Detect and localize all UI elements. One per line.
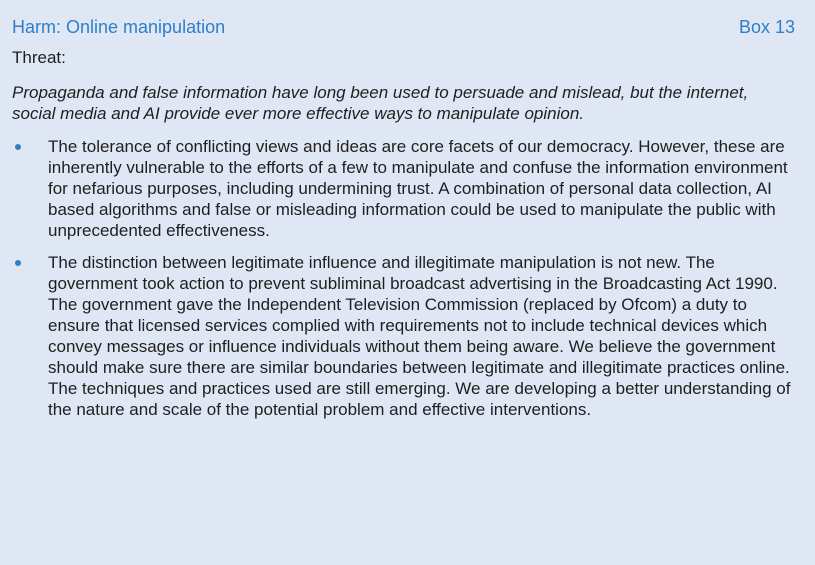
bullet-dot-icon	[15, 260, 21, 266]
bullet-item	[12, 136, 795, 241]
bullet-text: The distinction between legitimate influence and illegitimate manipulation is not new. The government took action to prevent subliminal broadcast advertising in the Broadcasting Act 1990. The government gave the Independent Television Commission (replaced by Ofcom) a duty to ensure that licensed services complied with requirements not to include technical devices which convey messages or influence individuals without them being aware. We believe the government should make sure there are similar boundaries between legitimate and illegitimate practices online. The techniques and practices used are still emerging. We are developing a better understanding of the nature and scale of the potential problem and effective interventions.	[48, 253, 791, 419]
bullet-dot-icon	[15, 144, 21, 150]
box-number: Box 13	[738, 17, 795, 37]
bullet-text: The tolerance of conflicting views and ideas are core facets of our democracy. However, these are inherently vulnerable to the efforts of a few to manipulate and confuse the information environment for nefarious purposes, including undermining trust. A combination of personal data collection, AI based algorithms and false or misleading information could be used to manipulate the public with unprecedented effectiveness.	[48, 137, 788, 240]
intro-paragraph: Propaganda and false information have long been used to persuade and mislead, but the internet, social media and AI provide ever more effective ways to manipulate opinion.	[12, 83, 749, 123]
box-title: Harm: Online manipulation	[12, 17, 226, 37]
bullet-item	[12, 252, 795, 420]
threat-label: Threat:	[12, 48, 66, 67]
box-header	[12, 16, 795, 38]
bullet-list	[12, 136, 795, 420]
